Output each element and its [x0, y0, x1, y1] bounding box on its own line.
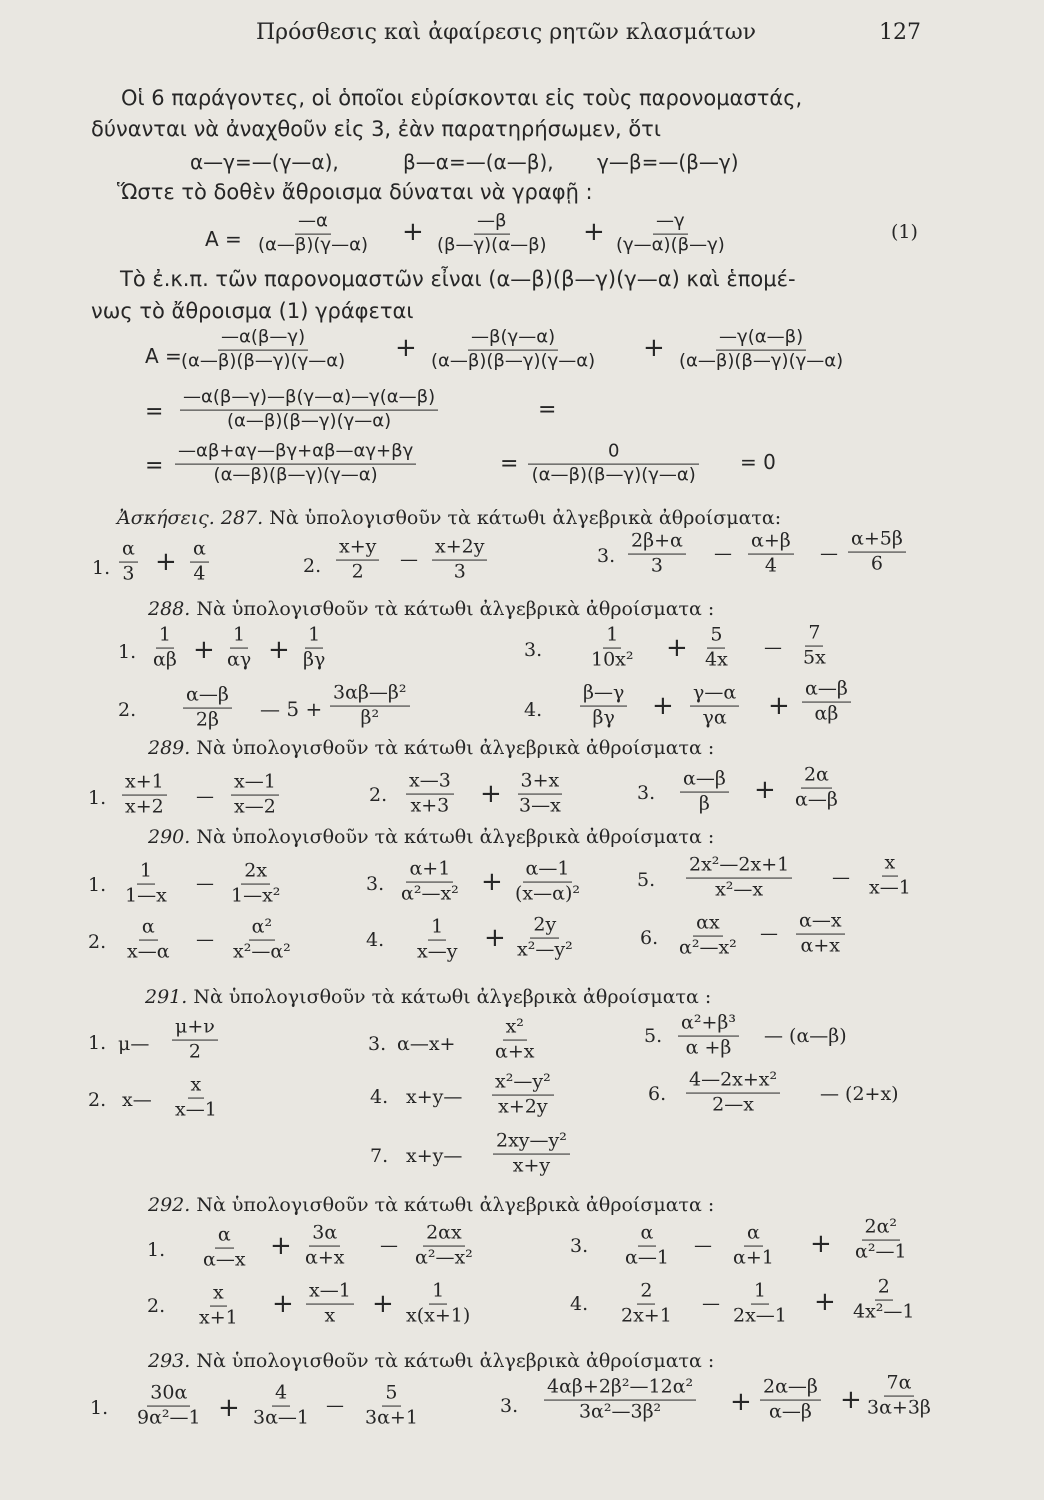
eqB-equals-4: = [500, 451, 519, 477]
ex291-item-7: 7. [370, 1145, 389, 1167]
ex292-3-f2: $\frac{\alpha}{\alpha+1}$ [733, 1221, 774, 1269]
eqB-combined-1: $\frac{—\alpha(\beta—\gamma)—\beta(\gamma—\alpha)—\gamma(\alpha—\beta)}{(\alpha—\beta)(\beta—\gamma)(\gamma—\alpha)}$ [180, 389, 438, 432]
ex293-1-minus: — [326, 1395, 344, 1417]
intro-line-1: Οἱ 6 παράγοντες, οἱ ὁποῖοι εὑρίσκονται εἰς τοὺς παρονομαστάς, [121, 86, 803, 110]
ex291-1-mu: μ— [118, 1033, 150, 1055]
ex288-1-f1: $\frac{1}{\alpha\beta}$ [153, 623, 177, 671]
ex291-heading: 291. Νὰ ὑπολογισθοῦν τὰ κάτωθι ἀλγεβρικὰ ἀθροίσματα : [145, 986, 712, 1008]
ex290-3-f1: $\frac{\alpha+1}{\text{α²—x²}}$ [401, 857, 459, 905]
ex290-item-6: 6. [640, 927, 659, 949]
ex289-1-f2: $\frac{x—1}{x—2}$ [231, 773, 279, 818]
ex287-item-2: 2. [303, 555, 322, 577]
ex287-1-f2: $\frac{\alpha}{4}$ [190, 540, 209, 585]
intro-line-2: δύνανται νὰ ἀναχθοῦν εἰς 3, ἐὰν παρατηρήσωμεν, ὅτι [91, 117, 661, 141]
ex288-2-f2: $\frac{\text{3αβ—β²}}{\text{β²}}$ [330, 684, 410, 729]
ex291-item-5: 5. [644, 1025, 663, 1047]
eqB-term-3: $\frac{—\gamma(\alpha—\beta)}{(\alpha—\beta)(\beta—\gamma)(\gamma—\alpha)}$ [679, 326, 844, 372]
ex291-item-2: 2. [88, 1089, 107, 1111]
ex292-2-plus-2: + [372, 1289, 394, 1319]
ex288-1-f2: $\frac{1}{\alpha\gamma}$ [227, 623, 252, 671]
ex287-item-1: 1. [92, 557, 111, 579]
ex292-1-f2: $\frac{3\alpha}{\alpha+x}$ [305, 1221, 345, 1269]
ex288-2-minus5: — 5 + [260, 697, 323, 721]
ex291-4-lead: x+y— [406, 1086, 463, 1108]
ex289-1-f1: $\frac{x+1}{x+2}$ [122, 773, 167, 818]
ex292-3-f3: $\frac{\text{2α²}}{\text{α²—1}}$ [855, 1215, 907, 1263]
ex290-5-minus: — [832, 867, 850, 889]
eqB-equals-3: = [145, 453, 164, 479]
ex290-item-4: 4. [366, 929, 385, 951]
ex287-3-minus-2: — [820, 543, 838, 565]
ex289-3-f2: $\frac{2\alpha}{\alpha—\beta}$ [795, 763, 838, 811]
ex290-5-f2: $\frac{x}{x—1}$ [869, 851, 911, 899]
ex289-heading: 289. Νὰ ὑπολογισθοῦν τὰ κάτωθι ἀλγεβρικὰ ἀθροίσματα : [148, 737, 715, 759]
ex292-item-1: 1. [147, 1239, 166, 1261]
ex292-4-plus: + [814, 1287, 836, 1317]
ex289-item-2: 2. [369, 784, 388, 806]
eqB-plus-2: + [643, 333, 665, 363]
ex291-7-f1: $\frac{\text{2xy—y²}}{x+y}$ [493, 1132, 570, 1177]
ex293-1-f3: $\frac{5}{3\alpha+1}$ [365, 1381, 418, 1429]
ex289-3-plus: + [754, 775, 776, 805]
ex287-3-f3: $\frac{\alpha+5\beta}{6}$ [848, 530, 906, 575]
ex292-3-f1: $\frac{\alpha}{\alpha—1}$ [625, 1221, 669, 1269]
ex289-2-f1: $\frac{x—3}{x+3}$ [406, 772, 454, 817]
ex288-2-f1: $\frac{\alpha—\beta}{2\beta}$ [183, 686, 232, 731]
ex287-2-f2: $\frac{x+2y}{3}$ [432, 538, 487, 583]
eqA-plus-2: + [583, 217, 605, 247]
ex289-2-plus: + [480, 779, 502, 809]
ex288-item-4: 4. [524, 699, 543, 721]
ex287-1-plus: + [155, 547, 177, 577]
ex292-1-f3: $\frac{2\alpha x}{\text{α²—x²}}$ [415, 1221, 473, 1269]
ex293-heading: 293. Νὰ ὑπολογισθοῦν τὰ κάτωθι ἀλγεβρικὰ ἀθροίσματα : [148, 1350, 715, 1372]
eqA-term-1: $\frac{—\alpha}{(\alpha—\beta)(\gamma—\alpha)}$ [258, 210, 368, 256]
ex291-item-1: 1. [88, 1032, 107, 1054]
ex290-item-3: 3. [366, 873, 385, 895]
eqB-combined-2: $\frac{—\alpha\beta+\alpha\gamma—\beta\gamma+\alpha\beta—\alpha\gamma+\beta\gamma}{(\alpha—\beta)(\beta—\gamma)(\gamma—\alpha)}$ [175, 443, 416, 486]
ex287-heading: Ἀσκήσεις. 287. Νὰ ὑπολογισθοῦν τὰ κάτωθι ἀλγεβρικὰ ἀθροίσματα: [117, 507, 782, 529]
ex288-item-1: 1. [118, 641, 137, 663]
intro-eq-1: α—γ=—(γ—α), [190, 150, 339, 174]
ex288-item-3: 3. [524, 639, 543, 661]
ex290-3-plus: + [481, 867, 503, 897]
ex288-1-plus-1: + [193, 635, 215, 665]
ex293-3-plus-2: + [840, 1385, 862, 1415]
ex290-5-f1: $\frac{\text{2x²—2x+1}}{\text{x²—x}}$ [686, 856, 792, 901]
ex291-4-f1: $\frac{\text{x²—y²}}{x+2y}$ [492, 1073, 554, 1118]
ex288-3-f2: $\frac{5}{4x}$ [705, 623, 728, 671]
ex289-2-f2: $\frac{3+x}{3—x}$ [519, 769, 561, 817]
ex292-2-f1: $\frac{x}{x+1}$ [199, 1281, 238, 1329]
ex289-1-minus: — [196, 786, 214, 808]
ex290-6-f1: $\frac{\alpha x}{\text{α²—x²}}$ [679, 911, 737, 959]
ex288-3-f1: $\frac{1}{\text{10x²}}$ [591, 623, 634, 671]
ex292-1-f1: $\frac{\alpha}{\alpha—x}$ [203, 1223, 246, 1271]
ex293-3-plus-1: + [730, 1387, 752, 1417]
ex292-heading: 292. Νὰ ὑπολογισθοῦν τὰ κάτωθι ἀλγεβρικὰ ἀθροίσματα : [148, 1194, 715, 1216]
ex292-1-plus: + [270, 1231, 292, 1261]
ex288-4-plus-2: + [768, 691, 790, 721]
ex291-6-tail: — (2+x) [820, 1083, 899, 1105]
ex288-3-f3: $\frac{7}{5x}$ [803, 621, 826, 669]
eqB-lhs: A = [145, 344, 182, 368]
ex290-heading: 290. Νὰ ὑπολογισθοῦν τὰ κάτωθι ἀλγεβρικὰ ἀθροίσματα : [148, 826, 715, 848]
ex290-item-5: 5. [637, 869, 656, 891]
intro-line-3: Ὥστε τὸ δοθὲν ἄθροισμα δύναται νὰ γραφῇ : [117, 180, 593, 204]
ex290-4-plus: + [484, 923, 506, 953]
ex291-5-tail: — (α—β) [764, 1025, 847, 1047]
ex290-2-minus: — [196, 929, 214, 951]
ex287-3-minus-1: — [714, 543, 732, 565]
ex293-item-1: 1. [90, 1397, 109, 1419]
ex291-3-f1: $\frac{\text{x²}}{\alpha+x}$ [495, 1015, 535, 1063]
ex289-3-f1: $\frac{\alpha—\beta}{\beta}$ [680, 770, 729, 815]
ex288-4-plus-1: + [652, 691, 674, 721]
ex288-heading: 288. Νὰ ὑπολογισθοῦν τὰ κάτωθι ἀλγεβρικὰ ἀθροίσματα : [148, 598, 715, 620]
ex292-2-f3: $\frac{1}{x(x+1)}$ [406, 1279, 471, 1327]
ex292-4-f3: $\frac{2}{\text{4x²—1}}$ [853, 1275, 915, 1323]
ex291-7-lead: x+y— [406, 1145, 463, 1167]
ex293-1-plus: + [218, 1393, 240, 1423]
ex290-1-f2: $\frac{2x}{\text{1—x²}}$ [231, 859, 281, 907]
eqB-equals-2: = [538, 397, 557, 423]
ex292-4-f2: $\frac{1}{2x—1}$ [733, 1279, 787, 1327]
ex293-3-f3: $\frac{7\alpha}{3\alpha+3\beta}$ [867, 1371, 931, 1419]
ex292-3-minus: — [694, 1235, 712, 1257]
eqA-term-3: $\frac{—\gamma}{(\gamma—\alpha)(\beta—\gamma)}$ [616, 210, 725, 256]
ex293-item-3: 3. [500, 1395, 519, 1417]
ex291-5-f1: $\frac{\text{α²+β³}}{\alpha +\beta}$ [678, 1014, 739, 1059]
ex291-1-f1: $\frac{\mu+\nu}{2}$ [172, 1018, 218, 1063]
ex292-item-3: 3. [570, 1235, 589, 1257]
ex291-item-6: 6. [648, 1083, 667, 1105]
ex287-2-minus: — [400, 549, 418, 571]
ex288-4-f1: $\frac{\beta—\gamma}{\beta\gamma}$ [580, 684, 627, 729]
eqA-lhs: A = [205, 227, 242, 251]
ex288-3-minus: — [764, 637, 782, 659]
ex290-1-minus: — [196, 873, 214, 895]
ex290-1-f1: $\frac{1}{1—x}$ [125, 859, 167, 907]
eqB-zero-fraction: $\frac{0}{(\alpha—\beta)(\beta—\gamma)(\gamma—\alpha)}$ [528, 443, 699, 486]
eqB-result: = 0 [740, 450, 776, 474]
lcd-line-1: Τὸ ἐ.κ.π. τῶν παρονομαστῶν εἶναι (α—β)(β—γ)(γ—α) καὶ ἑπομέ- [120, 267, 796, 291]
ex290-item-2: 2. [88, 931, 107, 953]
ex287-2-f1: $\frac{x+y}{2}$ [336, 538, 379, 583]
page-number: 127 [879, 20, 921, 45]
ex290-2-f2: $\frac{\text{α²}}{\text{x²—α²}}$ [233, 915, 291, 963]
ex291-2-lead: x— [122, 1089, 152, 1111]
ex291-2-f1: $\frac{x}{x—1}$ [175, 1073, 217, 1121]
eqA-term-2: $\frac{—\beta}{(\beta—\gamma)(\alpha—\beta)}$ [437, 210, 547, 256]
eqB-term-1: $\frac{—\alpha(\beta—\gamma)}{(\alpha—\beta)(\beta—\gamma)(\gamma—\alpha)}$ [181, 326, 346, 372]
ex290-2-f1: $\frac{\alpha}{x—\alpha}$ [127, 915, 170, 963]
ex290-3-f2: $\frac{\alpha—1}{\text{(x—α)²}}$ [515, 857, 580, 905]
ex291-item-3: 3. [368, 1033, 387, 1055]
eqB-plus-1: + [395, 333, 417, 363]
ex290-4-f2: $\frac{2y}{\text{x²—y²}}$ [517, 913, 573, 961]
ex288-4-f3: $\frac{\alpha—\beta}{\alpha\beta}$ [802, 680, 851, 725]
ex292-item-2: 2. [147, 1295, 166, 1317]
ex292-3-plus: + [810, 1229, 832, 1259]
ex291-item-4: 4. [370, 1086, 389, 1108]
ex287-3-f1: $\frac{2\beta+\alpha}{3}$ [628, 532, 686, 577]
ex287-1-f1: $\frac{\alpha}{3}$ [119, 540, 138, 585]
intro-eq-2: β—α=—(α—β), [403, 150, 554, 174]
ex292-2-f2: $\frac{x—1}{x}$ [306, 1282, 354, 1327]
ex293-3-f2: $\frac{2\alpha—\beta}{\alpha—\beta}$ [760, 1378, 821, 1423]
ex289-item-3: 3. [637, 782, 656, 804]
lcd-line-2: νως τὸ ἄθροισμα (1) γράφεται [91, 299, 414, 323]
eqB-term-2: $\frac{—\beta(\gamma—\alpha)}{(\alpha—\beta)(\beta—\gamma)(\gamma—\alpha)}$ [431, 326, 596, 372]
ex292-item-4: 4. [570, 1293, 589, 1315]
ex293-3-f1: $\frac{\text{4αβ+2β²—12α²}}{\text{3α²—3β²}}$ [544, 1378, 696, 1423]
ex291-3-lead: α—x+ [397, 1033, 456, 1055]
ex292-2-plus-1: + [272, 1289, 294, 1319]
ex290-6-minus: — [760, 923, 778, 945]
ex287-3-f2: $\frac{\alpha+\beta}{4}$ [748, 532, 794, 577]
ex287-item-3: 3. [597, 545, 616, 567]
ex293-1-f2: $\frac{4}{3\alpha—1}$ [253, 1381, 310, 1429]
ex291-6-f1: $\frac{\text{4—2x+x²}}{2—x}$ [686, 1071, 780, 1116]
ex290-item-1: 1. [88, 874, 107, 896]
ex292-4-f1: $\frac{2}{2x+1}$ [621, 1279, 672, 1327]
ex293-1-f1: $\frac{30\alpha}{\text{9α²—1}}$ [137, 1381, 201, 1429]
ex288-1-f3: $\frac{1}{\beta\gamma}$ [303, 623, 326, 671]
ex292-4-minus: — [702, 1293, 720, 1315]
page-header-title: Πρόσθεσις καὶ ἀφαίρεσις ρητῶν κλασμάτων [256, 20, 757, 45]
ex288-item-2: 2. [118, 699, 137, 721]
eqB-equals-1: = [145, 399, 164, 425]
ex289-item-1: 1. [88, 787, 107, 809]
eqA-plus-1: + [402, 217, 424, 247]
ex290-6-f2: $\frac{\alpha—x}{\alpha+x}$ [796, 912, 845, 957]
intro-eq-3: γ—β=—(β—γ) [597, 150, 739, 174]
ex288-3-plus: + [666, 633, 688, 663]
ex292-1-minus: — [380, 1235, 398, 1257]
ex290-4-f1: $\frac{1}{x—y}$ [417, 915, 458, 963]
eqA-tag: (1) [891, 221, 918, 243]
ex288-4-f2: $\frac{\gamma—\alpha}{\gamma\alpha}$ [690, 684, 739, 729]
ex288-1-plus-2: + [268, 635, 290, 665]
